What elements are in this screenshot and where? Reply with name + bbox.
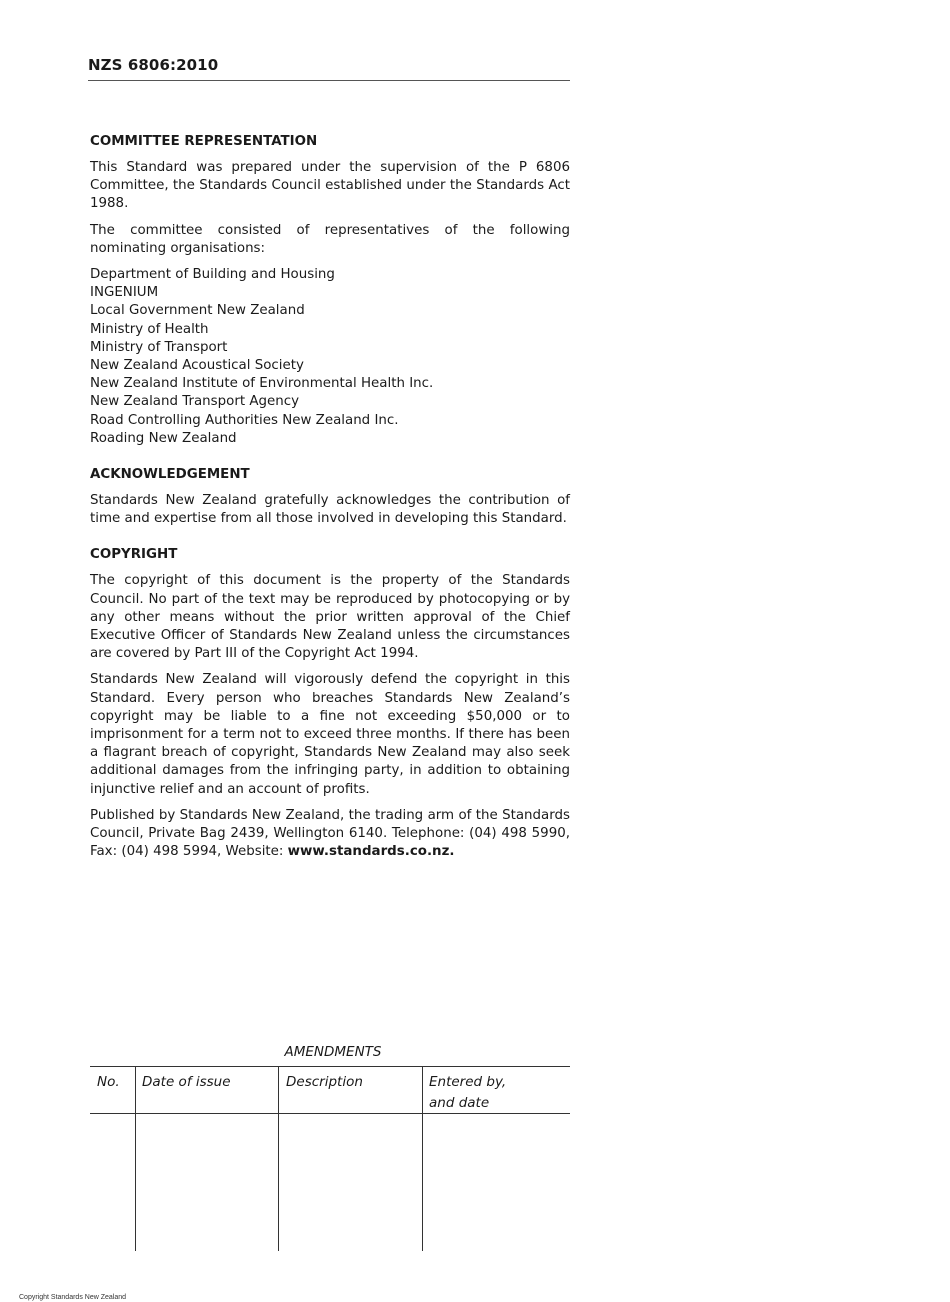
column-divider	[135, 1067, 136, 1251]
organisation-list	[90, 266, 570, 448]
column-header-date: Date of issue	[142, 1074, 231, 1090]
organisation-item: Local Government New Zealand	[90, 303, 305, 319]
copyright-section	[90, 546, 570, 861]
committee-heading: COMMITTEE REPRESENTATION	[90, 134, 318, 149]
copyright-heading: COPYRIGHT	[90, 547, 178, 563]
organisation-item: Ministry of Health	[90, 321, 209, 337]
committee-section	[90, 133, 570, 448]
organisation-item: New Zealand Institute of Environmental Health Inc.	[90, 376, 434, 392]
publisher-text: Published by Standards New Zealand, the trading arm of the Standards Council, Private Bag 2439, Wellington 6140. Telephone: (04) 498 5990, Fax: (04) 498 5994, Website:	[90, 807, 570, 860]
column-divider	[422, 1067, 423, 1251]
committee-paragraph-1: This Standard was prepared under the supervision of the P 6806 Committee, the Standards Council established under the Standards Act 1988.	[90, 160, 570, 212]
column-header-entered-line-1: Entered by,	[429, 1074, 507, 1090]
copyright-paragraph-2: Standards New Zealand will vigorously defend the copyright in this Standard. Every person who breaches Standards New Zealand’s copyright may be liable to a fine not exceeding $50,000 or to imprisonment for a term not to exceed three months. If there has been a flagrant breach of copyright, Standards New Zealand may also seek additional damages from the infringing party, in addition to obtaining injunctive relief and an account of profits.	[90, 672, 570, 797]
organisation-item: Roading New Zealand	[90, 430, 237, 446]
acknowledgement-heading: ACKNOWLEDGEMENT	[90, 467, 250, 483]
acknowledgement-paragraph: Standards New Zealand gratefully acknowledges the contribution of time and expertise from all those involved in developing this Standard.	[90, 493, 570, 527]
amendments-title: AMENDMENTS	[284, 1044, 382, 1060]
page-header	[88, 56, 570, 81]
column-divider	[278, 1067, 279, 1251]
organisation-item: New Zealand Acoustical Society	[90, 358, 304, 374]
document-id: NZS 6806:2010	[88, 56, 219, 74]
publisher-paragraph	[90, 807, 570, 862]
organisation-item: Department of Building and Housing	[90, 267, 335, 283]
footer-copyright-note: Copyright Standards New Zealand	[19, 1294, 127, 1301]
column-header-entered-line-2: and date	[429, 1095, 490, 1111]
organisation-item: Road Controlling Authorities New Zealand Inc.	[90, 412, 399, 428]
organisation-item: Ministry of Transport	[90, 339, 228, 355]
column-header-no: No.	[97, 1074, 120, 1090]
amendments-header-row	[90, 1067, 570, 1114]
column-header-entered	[429, 1072, 506, 1114]
organisation-item: New Zealand Transport Agency	[90, 394, 300, 410]
copyright-paragraph-1: The copyright of this document is the property of the Standards Council. No part of the text may be reproduced by photocopying or by any other means without the prior written approval of the Chief Executive Officer of Standards New Zealand unless the circumstances are covered by Part III of the Copyright Act 1994.	[90, 573, 570, 662]
organisation-item: INGENIUM	[90, 285, 159, 301]
acknowledgement-section	[90, 466, 570, 528]
website-link[interactable]: www.standards.co.nz.	[287, 844, 455, 860]
column-header-description: Description	[286, 1074, 363, 1090]
committee-paragraph-2: The committee consisted of representatives of the following nominating organisations:	[90, 222, 570, 256]
document-body	[90, 133, 570, 880]
amendments-table	[90, 1066, 570, 1251]
